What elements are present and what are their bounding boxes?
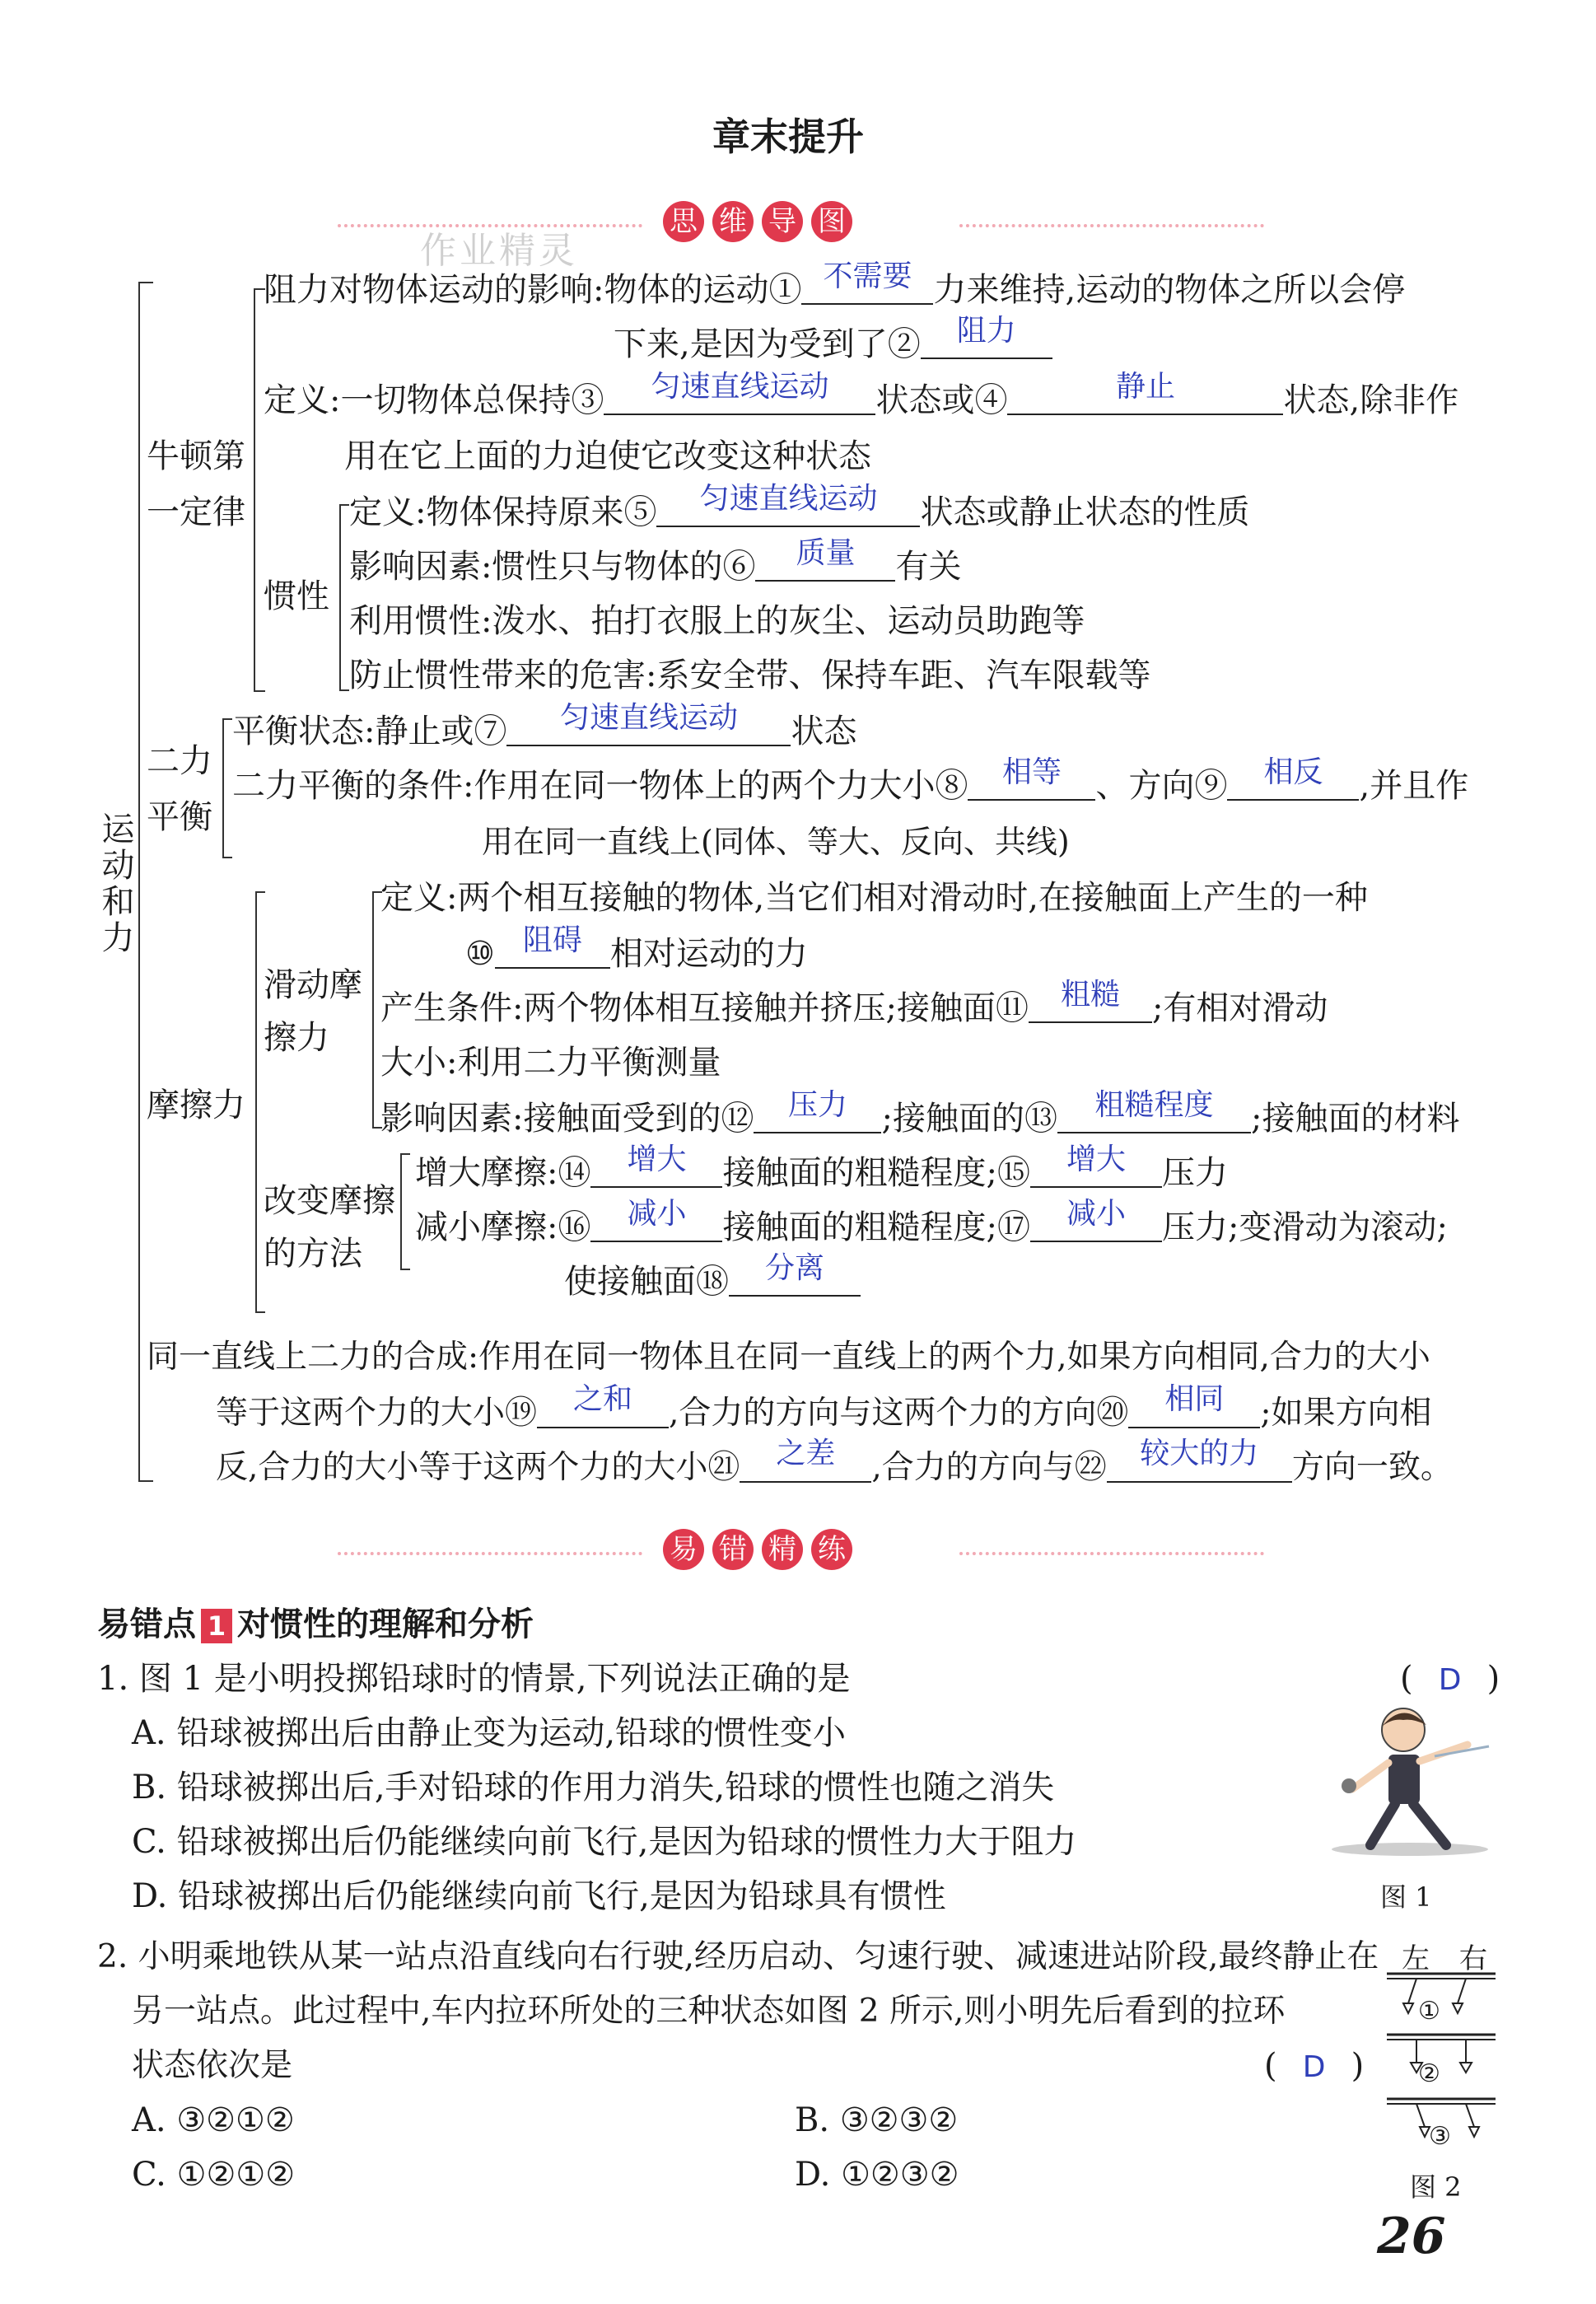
newton-line-1: 阻力对物体运动的影响:物体的运动① 不需要 力来维持,运动的物体之所以会停 [264,259,1406,309]
inertia-brace [339,504,341,689]
page-title: 章末提升 [712,114,864,159]
q1-option-b: B. 铅球被掷出后,手对铅球的作用力消失,铅球的惯性也随之消失 [132,1769,1055,1806]
answer-3: 匀速直线运动 [651,370,829,404]
figure-2-right-label: 右 [1459,1942,1487,1975]
figure-1-caption: 图 1 [1380,1881,1432,1913]
newton-line-4: 用在它上面的力迫使它改变这种状态 [344,437,871,475]
answer-17: 减小 [1066,1197,1126,1231]
q1-option-d: D. 铅球被掷出后仍能继续向前飞行,是因为铅球具有惯性 [132,1877,946,1915]
change-line-1: 增大摩擦:⑭ 增大 接触面的粗糙程度;⑮ 增大 压力 [415,1143,1228,1192]
q2-answer: D [1302,2050,1326,2084]
root-brace-bottom [138,1480,153,1482]
q2-option-d: D. ①②③② [795,2156,959,2194]
answer-22: 较大的力 [1140,1437,1259,1470]
q2-line-1: 2. 小明乘地铁从某一站点沿直线向右行驶,经历启动、匀速行驶、减速进站阶段,最终静止在 [97,1938,1379,1975]
balance-brace [222,718,224,857]
answer-6: 质量 [796,536,856,570]
inertia-brace-top [339,504,349,506]
inertia-brace-bottom [339,689,349,691]
balance-line-3: 用在同一直线上(同体、等大、反向、共线) [482,824,1070,860]
error-point-number: 1 [201,1609,232,1643]
inertia-line-2: 影响因素:惯性只与物体的⑥ 质量 有关 [349,536,962,586]
answer-16: 减小 [627,1197,687,1231]
answer-2: 阻力 [956,314,1016,348]
header-char: 精 [762,1529,803,1570]
answer-21: 之差 [776,1437,836,1470]
figure-2-mark-2: ② [1418,2059,1440,2088]
change-brace-top [400,1153,410,1155]
q2-option-a: A. ③②①② [132,2101,295,2139]
change-line-3: 使接触面⑱ 分离 [564,1262,861,1302]
answer-9: 相反 [1263,755,1323,789]
q2-line-3: 状态依次是 [132,2047,293,2084]
friction-brace-top [255,891,265,893]
answer-13: 粗糙程度 [1094,1088,1214,1122]
answer-8: 相等 [1001,755,1062,789]
answer-10: 阻碍 [522,923,582,957]
change-label-1: 改变摩擦 [264,1182,395,1220]
balance-brace-bottom [222,857,232,858]
answer-1: 不需要 [823,259,912,293]
figure-2-caption: 图 2 [1410,2171,1462,2203]
answer-7: 匀速直线运动 [559,701,738,735]
figure-1-illustration [1328,1697,1492,1862]
section2-divider-right [959,1552,1264,1555]
header-char: 图 [811,201,852,242]
inertia-line-3: 利用惯性:泼水、拍打衣服上的灰尘、运动员助跑等 [349,602,1085,640]
sliding-line-2: ⑩ 阻碍 相对运动的力 [465,923,808,973]
newton-brace-bottom [254,690,265,692]
change-label-2: 的方法 [264,1235,362,1273]
sliding-label-2: 擦力 [264,1019,329,1057]
q2-line-2: 另一站点。此过程中,车内拉环所处的三种状态如图 2 所示,则小明先后看到的拉环 [132,1993,1286,2030]
q1-option-a: A. 铅球被掷出后由静止变为运动,铅球的惯性变小 [132,1714,847,1752]
q1-answer-paren: ( D ) [1400,1659,1500,1700]
root-brace-top [138,282,153,283]
inertia-line-4: 防止惯性带来的危害:系安全带、保持车距、汽车限载等 [349,657,1151,694]
root-label: 运动和力 [96,811,134,956]
sliding-brace [372,891,374,1127]
error-point-heading: 易错点 1 对惯性的理解和分析 [97,1605,534,1643]
newton-brace [254,288,255,690]
balance-brace-top [222,718,232,720]
page-number: 26 [1377,2208,1446,2265]
balance-line-1: 平衡状态:静止或⑦ 匀速直线运动 状态 [232,701,857,750]
change-line-2: 减小摩擦:⑯ 减小 接触面的粗糙程度;⑰ 减小 压力;变滑动为滚动; [415,1197,1448,1246]
answer-5: 匀速直线运动 [699,482,878,516]
sliding-line-1: 定义:两个相互接触的物体,当它们相对滑动时,在接触面上产生的一种 [380,879,1368,917]
sliding-label-1: 滑动摩 [264,966,362,1004]
header-char: 易 [663,1529,704,1570]
newton-line-3: 定义:一切物体总保持③ 匀速直线运动 状态或④ 静止 状态,除非作 [264,370,1459,419]
answer-14: 增大 [627,1143,687,1176]
answer-12: 压力 [787,1088,847,1122]
header-char: 错 [712,1529,754,1570]
newton-line-2: 下来,是因为受到了② 阻力 [614,325,1052,364]
root-brace [138,282,140,1480]
section-header-practice [659,1529,856,1570]
composition-line-1: 同一直线上二力的合成:作用在同一物体且在同一直线上的两个力,如果方向相同,合力的大小 [147,1339,1430,1376]
answer-4: 静止 [1115,370,1175,404]
change-brace-bottom [400,1269,410,1270]
answer-19: 之和 [573,1382,633,1416]
composition-line-3: 反,合力的大小等于这两个力的大小㉑ 之差 ,合力的方向与㉒ 较大的力 方向一致。 [216,1437,1453,1486]
q1-answer: D [1438,1663,1462,1697]
section-header-mindmap [659,201,856,242]
change-brace [400,1153,402,1269]
q1-option-c: C. 铅球被掷出后仍能继续向前飞行,是因为铅球的惯性力大于阻力 [132,1823,1077,1861]
header-char: 导 [762,201,803,242]
q2-option-b: B. ③②③② [795,2101,959,2139]
answer-15: 增大 [1066,1143,1126,1176]
balance-line-2: 二力平衡的条件:作用在同一物体上的两个力大小⑧ 相等 、方向⑨ 相反 ,并且作 [232,755,1469,805]
answer-11: 粗糙 [1060,978,1120,1012]
answer-18: 分离 [764,1251,824,1285]
sliding-line-4: 大小:利用二力平衡测量 [380,1044,721,1082]
inertia-line-1: 定义:物体保持原来⑤ 匀速直线运动 状态或静止状态的性质 [349,482,1250,531]
friction-brace-bottom [255,1311,265,1313]
q2-answer-paren: ( D ) [1264,2046,1364,2087]
newton-label-1: 牛顿第 [147,437,245,475]
header-char: 维 [712,201,754,242]
sliding-line-5: 影响因素:接触面受到的⑫ 压力 ;接触面的⑬ 粗糙程度 ;接触面的材料 [380,1088,1460,1138]
watermark: 作业精灵 [420,230,578,272]
newton-label-2: 一定律 [147,493,245,531]
header-char: 思 [663,201,704,242]
friction-label: 摩擦力 [147,1087,245,1124]
section-divider-right [959,224,1264,227]
figure-2-mark-3: ③ [1429,2122,1451,2151]
sliding-line-3: 产生条件:两个物体相互接触并挤压;接触面⑪ 粗糙 ;有相对滑动 [380,978,1328,1027]
figure-2-left-label: 左 [1402,1942,1430,1975]
answer-20: 相同 [1164,1382,1225,1416]
q1-stem: 1. 图 1 是小明投掷铅球时的情景,下列说法正确的是 [97,1660,851,1698]
section2-divider-left [338,1552,642,1555]
composition-line-2: 等于这两个力的大小⑲ 之和 ,合力的方向与这两个力的方向⑳ 相同 ;如果方向相 [216,1382,1432,1432]
friction-brace [255,891,257,1311]
q2-option-c: C. ①②①② [132,2156,296,2194]
header-char: 练 [811,1529,852,1570]
balance-label-2: 平衡 [147,798,212,836]
figure-2-mark-1: ① [1418,1997,1440,2026]
inertia-label: 惯性 [264,577,329,615]
balance-label-1: 二力 [147,742,212,780]
